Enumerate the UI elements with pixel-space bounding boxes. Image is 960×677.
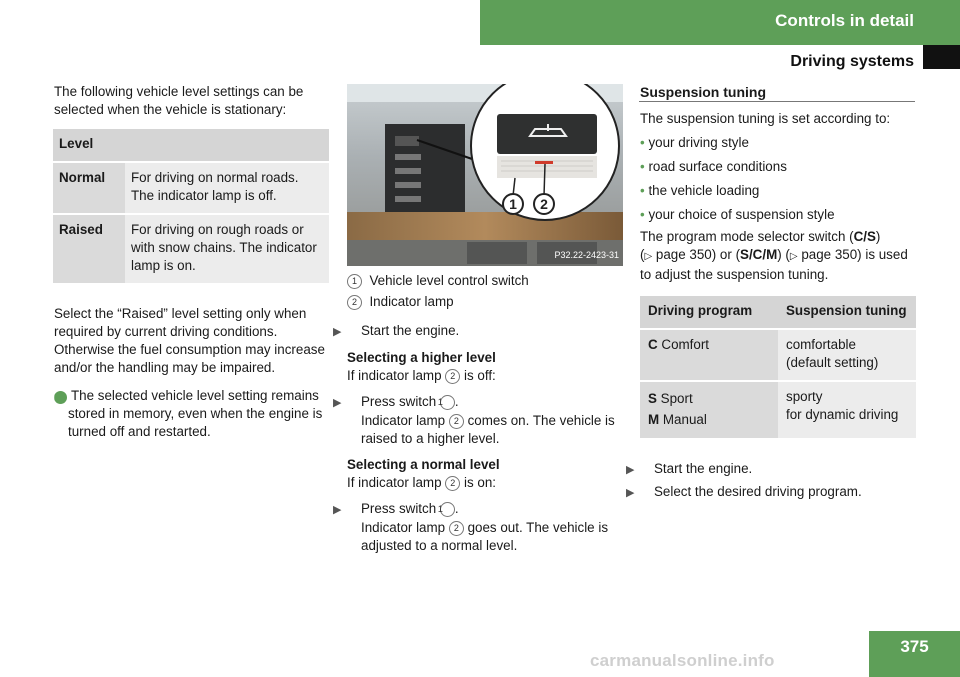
tuning-cell: sporty for dynamic driving <box>778 381 916 439</box>
table-row <box>640 329 916 381</box>
step-item: ▶ Select the desired driving program. <box>640 483 916 502</box>
level-table <box>53 129 329 285</box>
program-cell: C Comfort <box>640 329 778 381</box>
arrow-icon: ▶ <box>626 464 635 476</box>
table-header-row <box>53 129 329 162</box>
column-2 <box>333 272 627 555</box>
dashboard-illustration <box>347 84 623 266</box>
arrow-icon: ▶ <box>626 487 635 499</box>
level-key: Normal <box>53 162 125 214</box>
arrow-icon: ▶ <box>333 326 342 338</box>
bullet-icon: • <box>640 207 645 222</box>
step-start: ▶ Start the engine. <box>347 322 627 341</box>
title-rule <box>639 101 915 102</box>
list-item: • your driving style <box>640 135 749 150</box>
normal-heading: Selecting a normal level <box>347 457 500 472</box>
higher-press-step: ▶ Press switch 1 . <box>347 393 627 412</box>
svg-text:1: 1 <box>509 196 517 212</box>
table-header: Suspension tuning <box>778 296 916 329</box>
column-1 <box>54 83 332 441</box>
column-3 <box>640 83 916 101</box>
table-row <box>640 381 916 439</box>
intro-text: The following vehicle level settings can be selected when the vehicle is stationary: <box>54 84 304 117</box>
tuning-cell: comfortable (default setting) <box>778 329 916 381</box>
bullet-icon: • <box>640 135 645 150</box>
step-item: ▶ Start the engine. <box>640 460 916 479</box>
higher-condition: If indicator lamp 2 is off: <box>347 368 496 383</box>
program-cell: S Sport M Manual <box>640 381 778 439</box>
higher-result: Indicator lamp 2 comes on. The vehicle is raised to a higher level. <box>361 413 615 446</box>
table-header: Driving program <box>640 296 778 329</box>
table-header-row <box>640 296 916 329</box>
normal-press-step: ▶ Press switch 1 . <box>347 500 627 519</box>
bullet-icon: • <box>640 183 645 198</box>
section-tab <box>923 45 960 69</box>
section-title: Driving systems <box>790 53 914 70</box>
suspension-intro: The suspension tuning is set according to: <box>640 111 891 126</box>
list-item: • the vehicle loading <box>640 183 760 198</box>
page-number: 375 <box>900 637 929 656</box>
normal-result: Indicator lamp 2 goes out. The vehicle is adjusted to a normal level. <box>361 520 609 553</box>
arrow-icon: ▶ <box>333 397 342 409</box>
legend-item: 2 Indicator lamp <box>347 293 627 311</box>
level-key: Raised <box>53 214 125 284</box>
level-value: For driving on rough roads or with snow chains. The indicator lamp is on. <box>125 214 329 284</box>
info-note: i The selected vehicle level setting remains stored in memory, even when the engine is turned off and restarted. <box>52 388 323 439</box>
image-code: P32.22-2423-31 <box>554 250 619 260</box>
vehicle-level-image <box>347 84 623 266</box>
higher-heading: Selecting a higher level <box>347 350 496 365</box>
chapter-title: Controls in detail <box>775 11 914 30</box>
arrow-icon: ▶ <box>333 504 342 516</box>
table-header: Level <box>53 129 125 162</box>
list-item: • road surface conditions <box>640 159 787 174</box>
bullet-icon: • <box>640 159 645 174</box>
level-value: For driving on normal roads. The indicator lamp is off. <box>125 162 329 214</box>
column-3-body <box>626 110 916 502</box>
table-row <box>53 214 329 284</box>
info-icon: i <box>54 391 67 404</box>
warning-text: Select the “Raised” level setting only when required by current driving conditions. Otherwise the fuel consumption may increase and/or the handling may be impaired. <box>54 306 325 375</box>
list-item: • your choice of suspension style <box>640 207 835 222</box>
selector-text: The program mode selector switch (C/S) (▷ page 350) or (S/C/M) (▷ page 350) is used to adjust the suspension tuning. <box>640 229 908 282</box>
normal-condition: If indicator lamp 2 is on: <box>347 475 497 490</box>
page-ref-icon: ▷ <box>789 251 798 262</box>
page-ref-icon: ▷ <box>644 251 653 262</box>
suspension-table <box>640 296 916 440</box>
table-row <box>53 162 329 214</box>
svg-text:2: 2 <box>540 196 548 212</box>
watermark: carmanualsonline.info <box>590 651 775 670</box>
legend-item: 1 Vehicle level control switch <box>347 272 627 290</box>
suspension-title: Suspension tuning <box>640 84 766 100</box>
